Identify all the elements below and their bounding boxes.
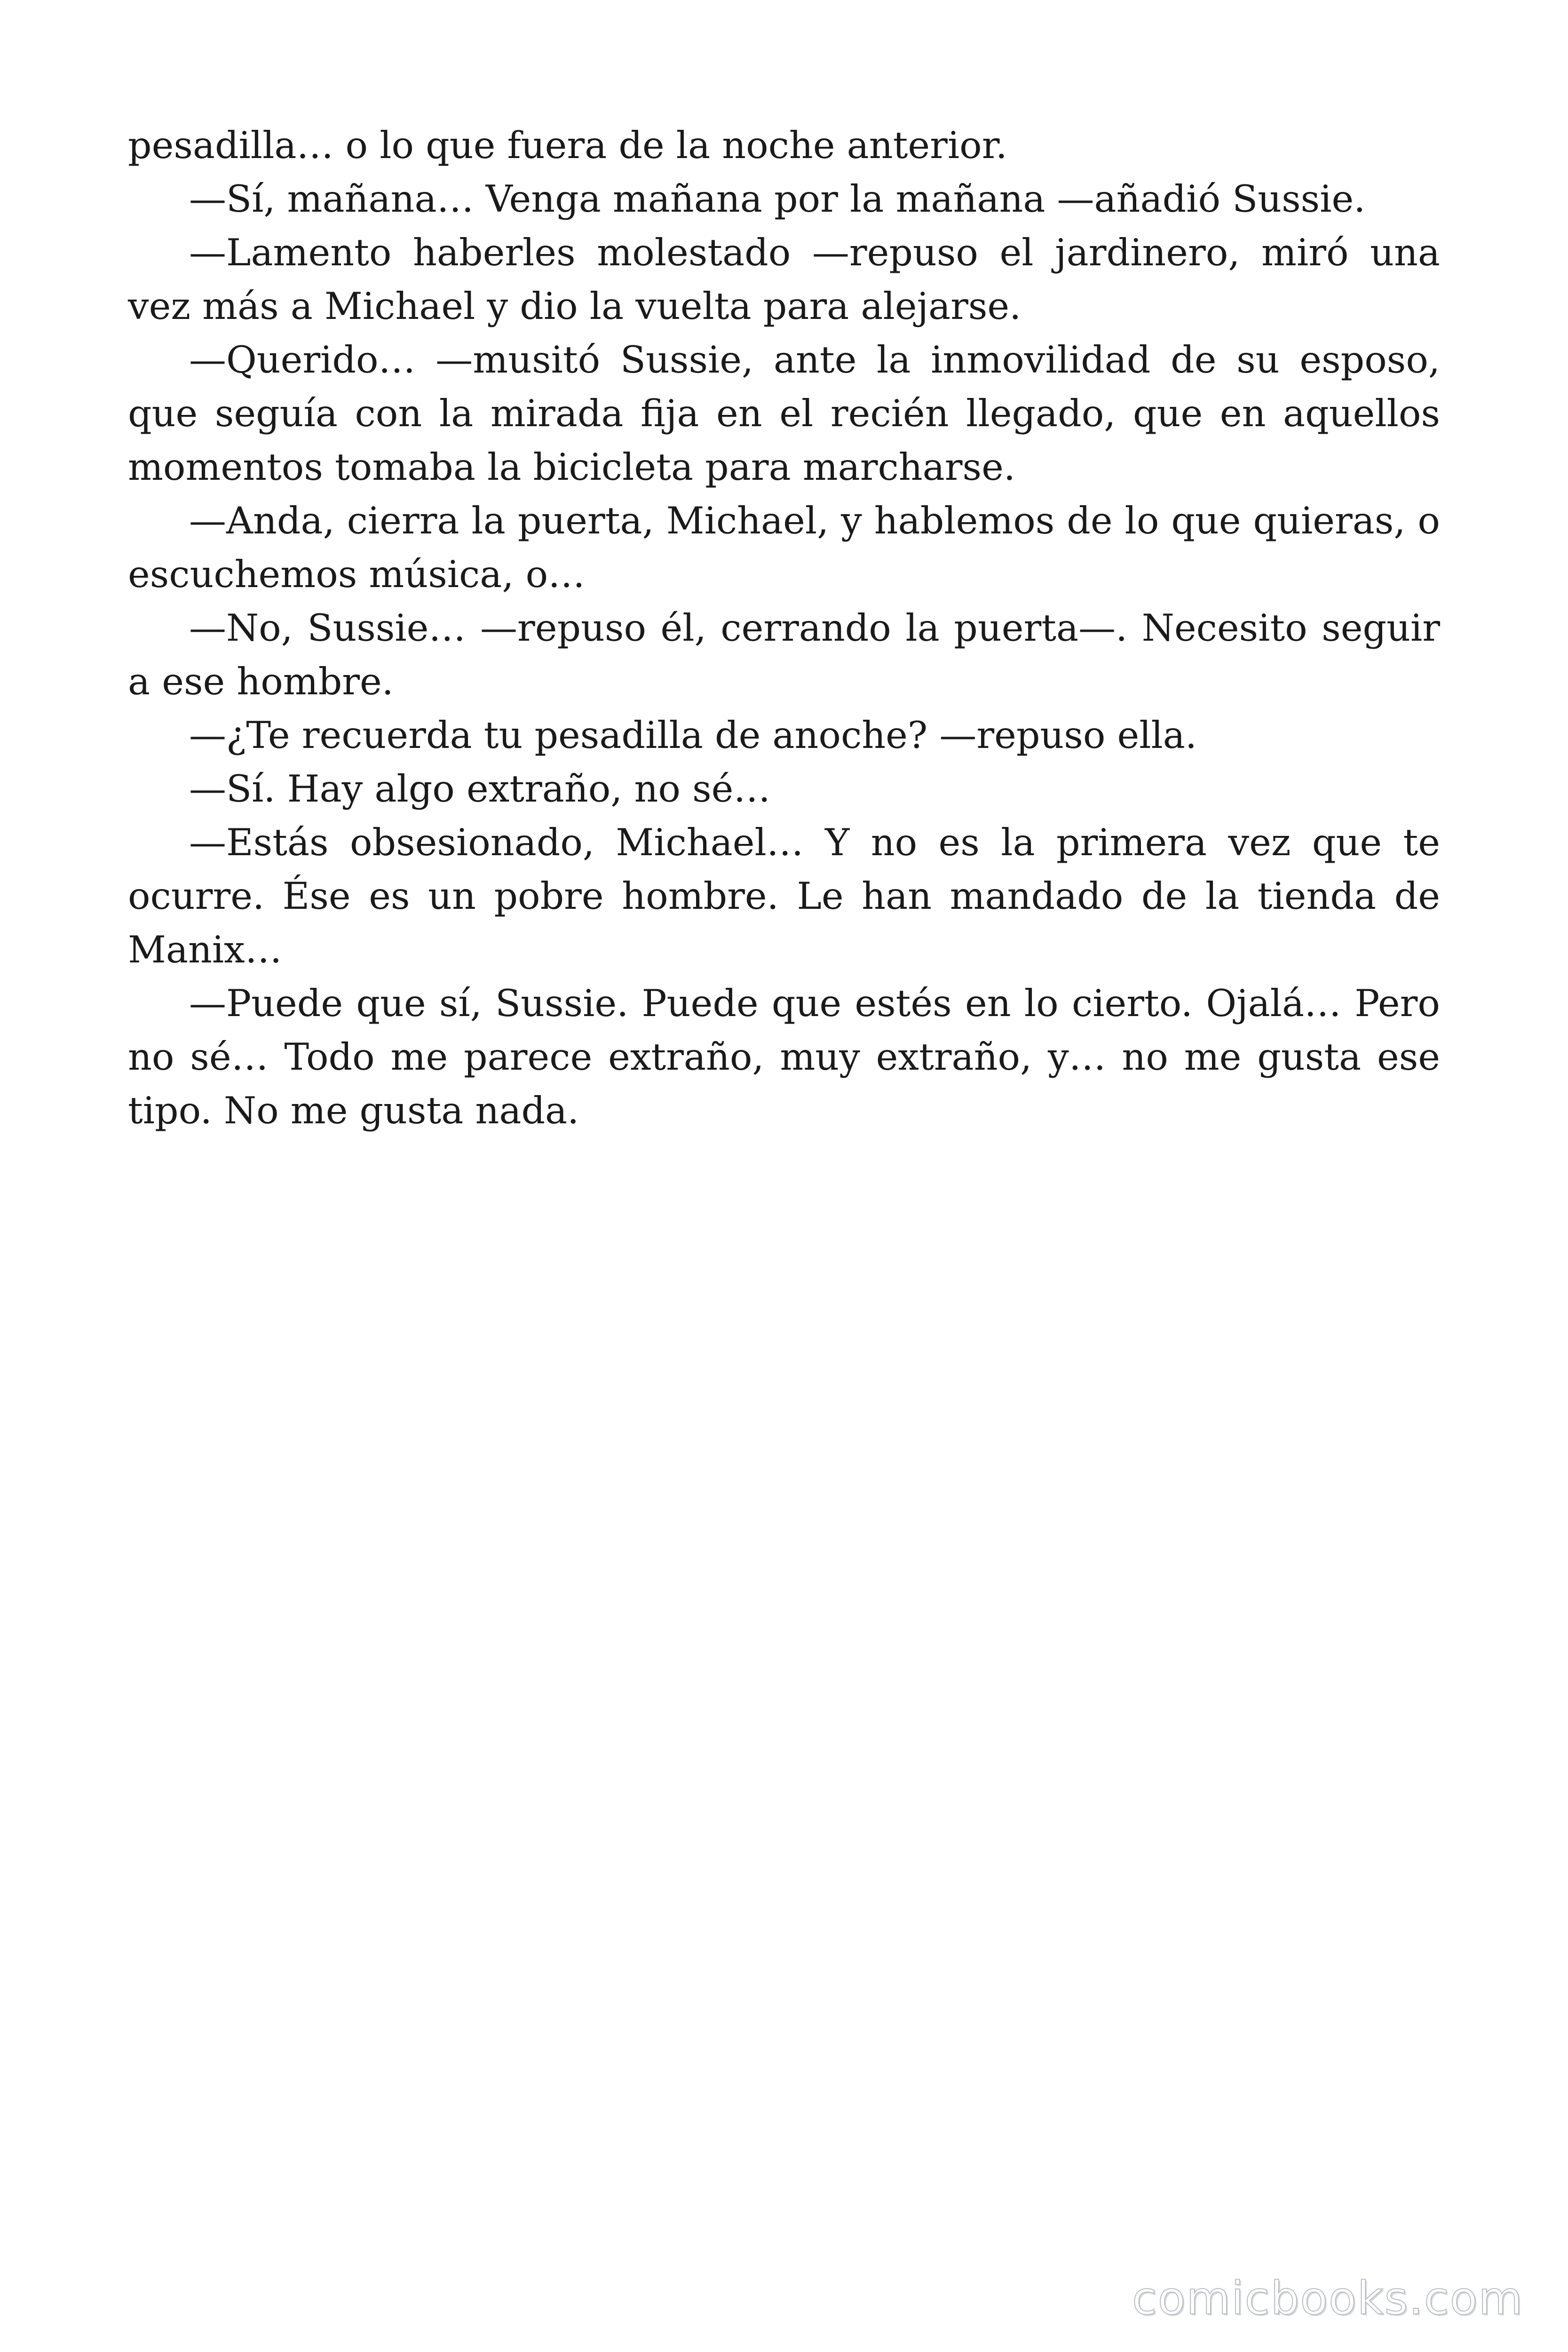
- paragraph: —Estás obsesionado, Michael… Y no es la primera vez que te ocurre. Ése es un pobre hombre. Le han mandado de la tienda de Manix…: [128, 821, 1440, 971]
- paragraph: —Querido… —musitó Sussie, ante la inmovilidad de su esposo, que seguía con la mirada fija en el recién llegado, que en aquellos momentos tomaba la bicicleta para marcharse.: [128, 338, 1440, 489]
- paragraph: —Sí. Hay algo extraño, no sé…: [189, 767, 771, 810]
- watermark: comicbooks.com: [1132, 2272, 1523, 2325]
- paragraph: —Puede que sí, Sussie. Puede que estés en lo cierto. Ojalá… Pero no sé… Todo me parece extraño, muy extraño, y… no me gusta ese tipo. No me gusta nada.: [128, 982, 1440, 1132]
- paragraph: pesadilla… o lo que fuera de la noche anterior.: [128, 124, 1007, 167]
- paragraph: —Anda, cierra la puerta, Michael, y hablemos de lo que quieras, o escuchemos música, o…: [128, 499, 1440, 596]
- paragraph: —¿Te recuerda tu pesadilla de anoche? —repuso ella.: [189, 714, 1197, 757]
- paragraph: —No, Sussie… —repuso él, cerrando la puerta—. Necesito seguir a ese hombre.: [128, 606, 1440, 703]
- body-text: [128, 119, 1440, 1137]
- paragraph: —Lamento haberles molestado —repuso el jardinero, miró una vez más a Michael y dio la vuelta para alejarse.: [128, 231, 1440, 328]
- paragraph: —Sí, mañana… Venga mañana por la mañana —añadió Sussie.: [189, 177, 1366, 221]
